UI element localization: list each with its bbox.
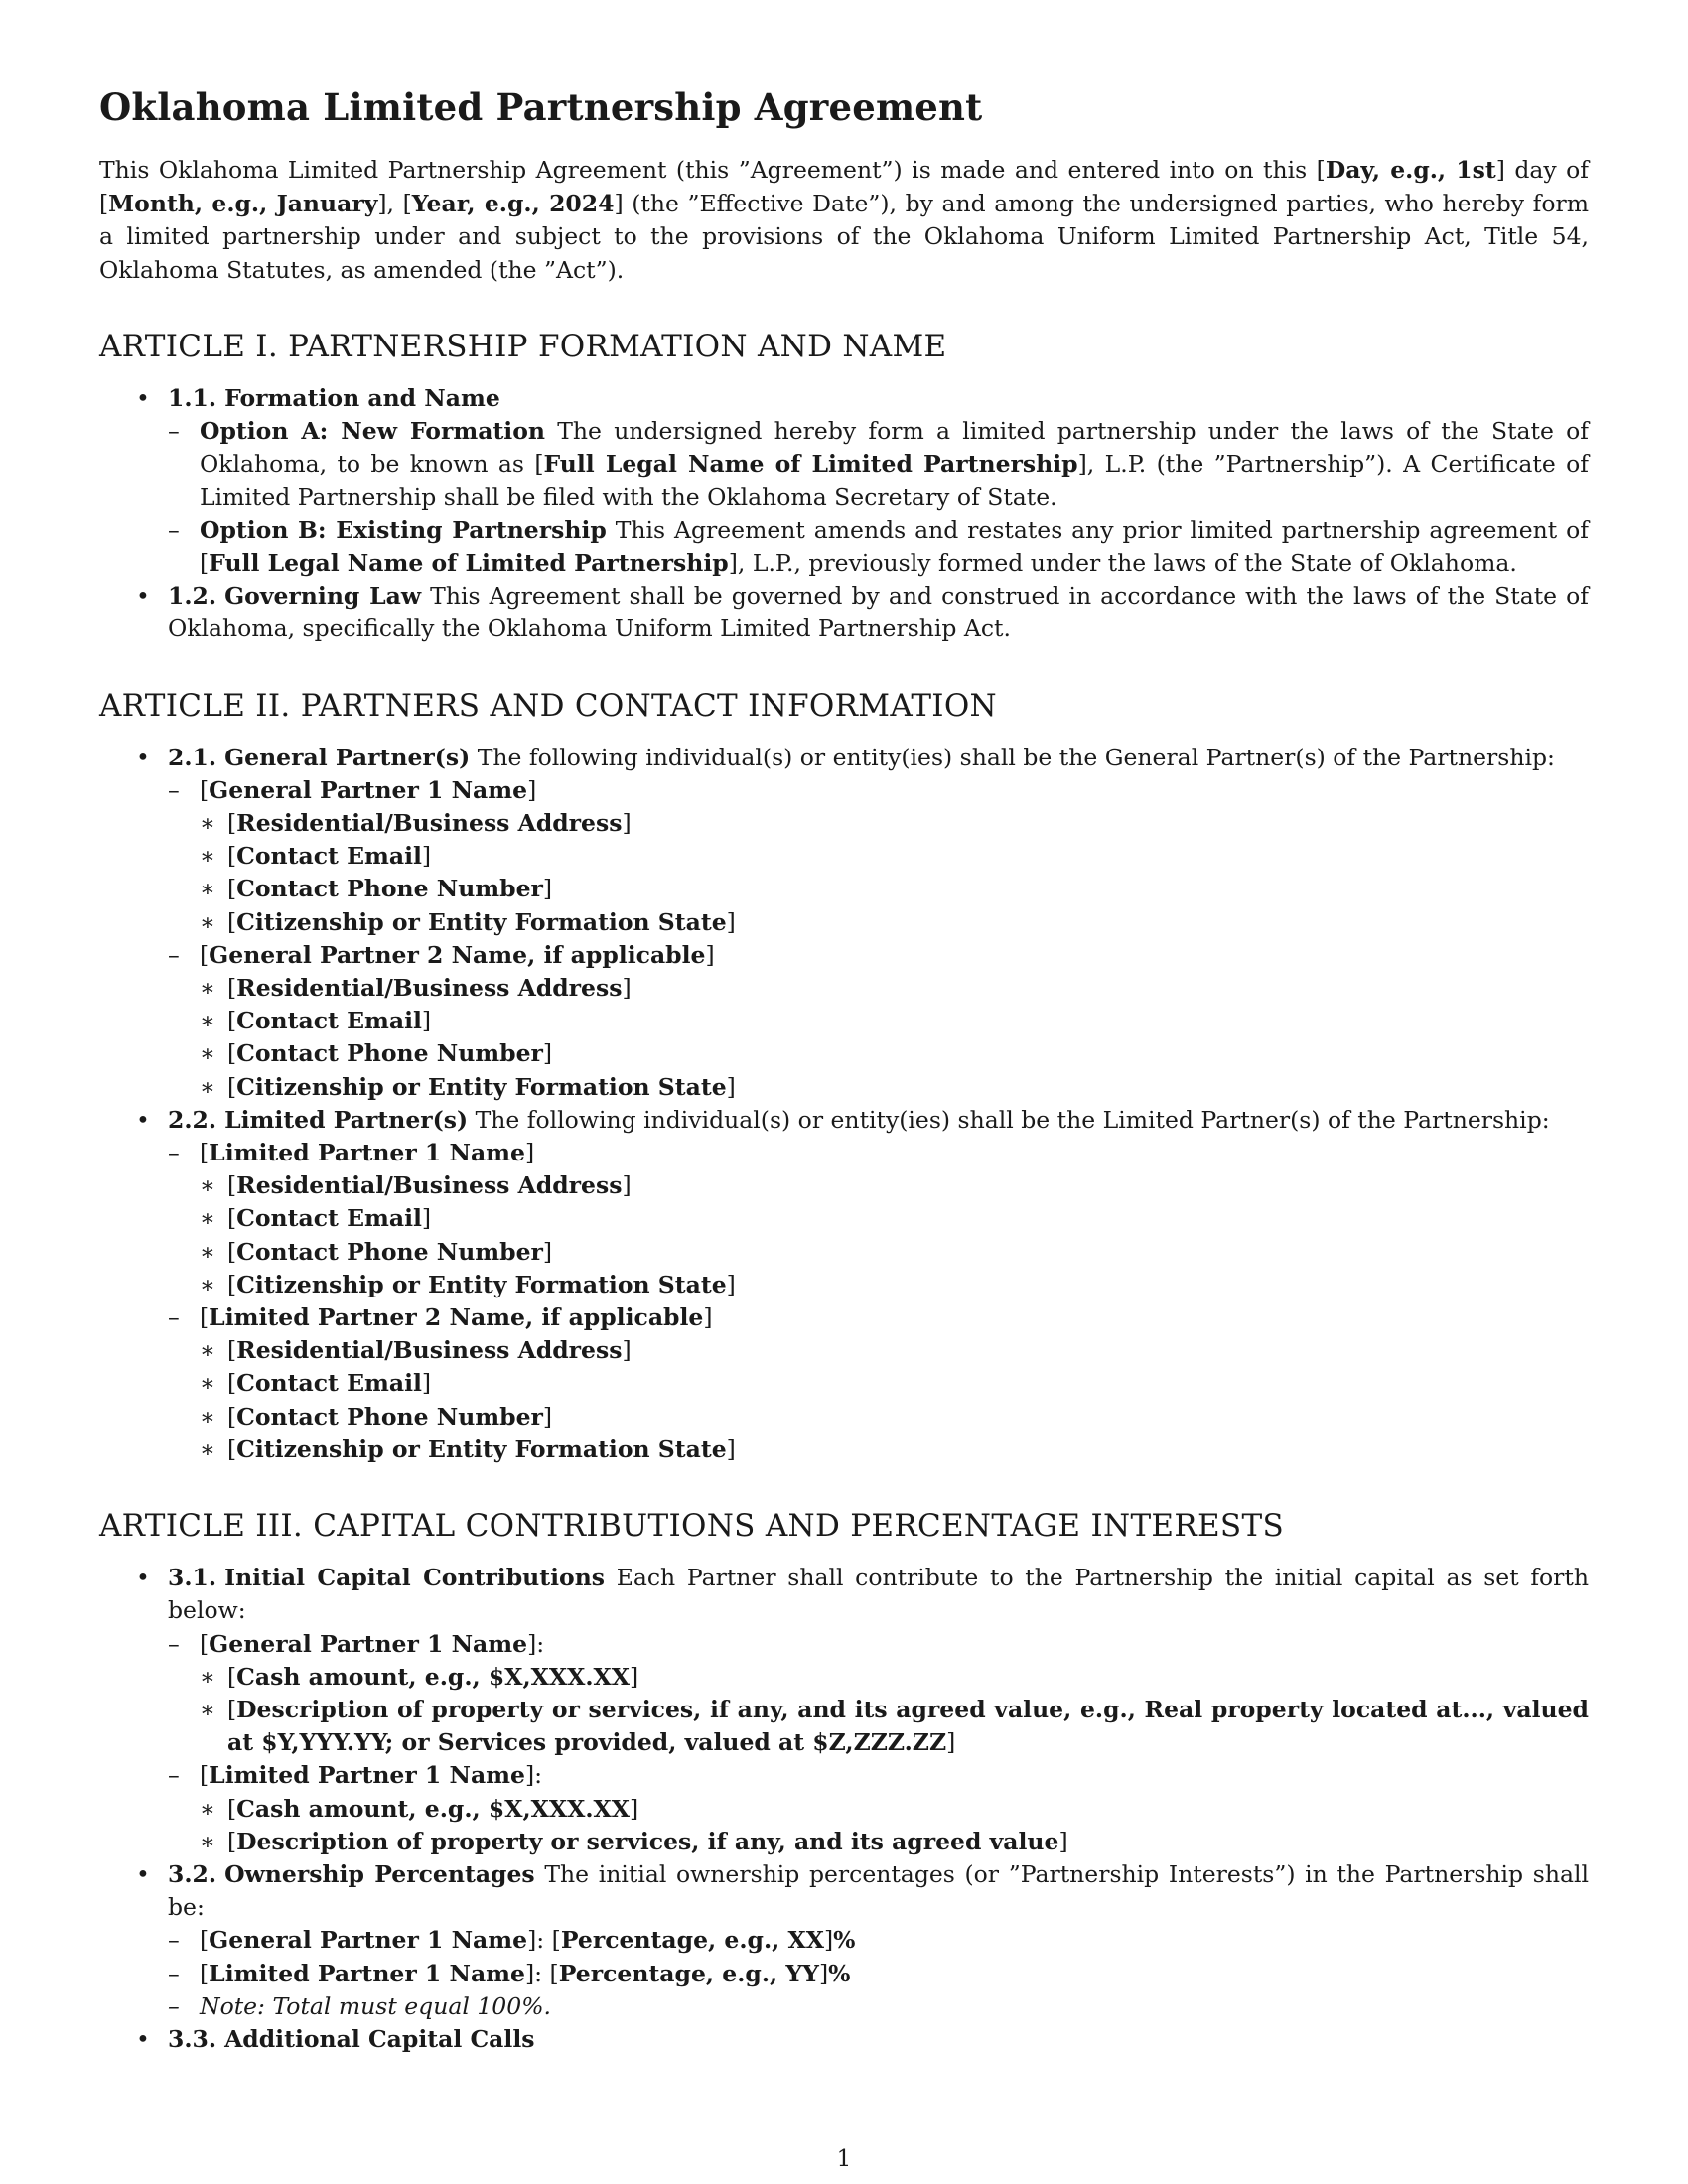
general-partner-1: – [General Partner 1 Name] ∗ [Residential/Business Address] ∗ [Contact Email] ∗ [Contact Phone Number] ∗ [Citizenship or Entity Formation State] — [168, 774, 1589, 939]
partner-name-placeholder: General Partner 2 Name, if applicable — [209, 940, 706, 969]
section-3-1 — [99, 1562, 1589, 1858]
phone-placeholder: Contact Phone Number — [236, 1402, 543, 1431]
section-3-2 — [99, 1858, 1589, 2023]
section-1-1 — [99, 382, 1589, 580]
limited-partner-2: – [Limited Partner 2 Name, if applicable] ∗ [Residential/Business Address] ∗ [Contact Email] ∗ [Contact Phone Number] ∗ [Citizenship or Entity Formation State] — [168, 1301, 1589, 1466]
list-item: ∗ [Contact Email] — [200, 840, 1589, 873]
section-text: The following individual(s) or entity(ies) shall be the General Partner(s) of the Partnership: — [470, 743, 1555, 771]
partner-name-placeholder: General Partner 1 Name — [209, 775, 528, 804]
phone-placeholder: Contact Phone Number — [236, 875, 543, 903]
list-item: ∗ [Citizenship or Entity Formation State] — [200, 1433, 1589, 1466]
section-title: Limited Partner(s) — [224, 1105, 469, 1134]
list-item: ∗ [Description of property or services, if any, and its agreed value, e.g., Real property located at..., valued at $Y,YYY.YY; or Services provided, valued at $Z,ZZZ.ZZ] — [200, 1694, 1589, 1759]
option-label: Option A: New Formation — [200, 417, 545, 446]
phone-placeholder: Contact Phone Number — [236, 1237, 543, 1266]
list-item: ∗ [Residential/Business Address] — [200, 972, 1589, 1005]
list-item: ∗ [Citizenship or Entity Formation State] — [200, 1269, 1589, 1301]
option-text: , L.P., previously formed under the laws of the State of Oklahoma. — [737, 549, 1517, 578]
section-title: Ownership Percentages — [224, 1859, 535, 1888]
general-partner-2: – [General Partner 2 Name, if applicable] ∗ [Residential/Business Address] ∗ [Contact Email] ∗ [Contact Phone Number] ∗ [Citizenship or Entity Formation State] — [168, 939, 1589, 1104]
section-title: Formation and Name — [224, 384, 500, 412]
list-item: ∗ [Residential/Business Address] — [200, 807, 1589, 840]
partnership-name-placeholder: Full Legal Name of Limited Partnership — [543, 450, 1078, 478]
partner-name-placeholder: General Partner 1 Name — [209, 1926, 528, 1955]
article-1-heading: ARTICLE I. PARTNERSHIP FORMATION AND NAME — [99, 329, 947, 364]
option-text: The undersigned hereby form a limited partnership under the laws of the State of Oklahoma, to be known as — [200, 417, 1589, 478]
section-text: This Agreement shall be governed by and construed in accordance with the laws of the State of Oklahoma, specifically the Oklahoma Uniform Limited Partnership Act. — [168, 582, 1589, 643]
section-title: General Partner(s) — [224, 743, 471, 771]
citizenship-placeholder: Citizenship or Entity Formation State — [236, 907, 727, 936]
email-placeholder: Contact Email — [236, 1369, 422, 1398]
email-placeholder: Contact Email — [236, 842, 422, 871]
email-placeholder: Contact Email — [236, 1204, 422, 1233]
partner-name-placeholder: Limited Partner 1 Name — [209, 1761, 525, 1790]
article-2-body — [99, 742, 1589, 1466]
year-placeholder: Year, e.g., 2024 — [411, 189, 615, 217]
citizenship-placeholder: Citizenship or Entity Formation State — [236, 1072, 727, 1101]
intro-text: , — [386, 189, 403, 217]
limited-partner-1-contribution: – [Limited Partner 1 Name]: ∗ [Cash amount, e.g., $X,XXX.XX] ∗ [Description of property or services, if any, and its agreed value] — [168, 1759, 1589, 1858]
section-2-2 — [99, 1104, 1589, 1466]
list-item: ∗ [Contact Phone Number] — [200, 1236, 1589, 1269]
intro-text: (the ”Effective Date”), by and among the undersigned parties, who hereby form a limited partnership under and subject to the provisions of the Oklahoma Uniform Limited Partnership Act, Title 54, Oklahoma Statutes, as amended (the ”Act”). — [99, 189, 1589, 284]
day-placeholder: Day, e.g., 1st — [1325, 156, 1496, 184]
option-label: Option B: Existing Partnership — [200, 515, 607, 544]
total-note: – Note: Total must equal 100%. — [168, 1990, 1589, 2023]
section-number: 3.2. — [168, 1859, 217, 1888]
limited-partner-1-percentage: – [Limited Partner 1 Name]: [Percentage, e.g., YY]% — [168, 1958, 1589, 1990]
list-item: ∗ [Cash amount, e.g., $X,XXX.XX] — [200, 1793, 1589, 1826]
section-number: 3.3. — [168, 2024, 217, 2053]
section-lead — [168, 1858, 1589, 1924]
percentage-placeholder: Percentage, e.g., XX — [560, 1926, 824, 1955]
option-text: This Agreement amends and restates any prior limited partnership agreement of — [606, 515, 1589, 544]
section-title: Initial Capital Contributions — [224, 1564, 606, 1592]
page-number: 1 — [836, 2146, 852, 2172]
month-placeholder: Month, e.g., January — [108, 189, 378, 217]
section-3-3 — [99, 2023, 1589, 2056]
address-placeholder: Residential/Business Address — [236, 1336, 623, 1365]
percentage-placeholder: Percentage, e.g., YY — [558, 1959, 819, 1987]
article-2-heading: ARTICLE II. PARTNERS AND CONTACT INFORMATION — [99, 687, 997, 724]
partner-name-placeholder: Limited Partner 2 Name, if applicable — [209, 1303, 704, 1332]
list-item: ∗ [Residential/Business Address] — [200, 1169, 1589, 1202]
document-title: Oklahoma Limited Partnership Agreement — [99, 85, 983, 129]
citizenship-placeholder: Citizenship or Entity Formation State — [236, 1434, 727, 1463]
cash-placeholder: Cash amount, e.g., $X,XXX.XX — [236, 1794, 630, 1823]
list-item: ∗ [Citizenship or Entity Formation State] — [200, 906, 1589, 939]
address-placeholder: Residential/Business Address — [236, 809, 623, 838]
section-2-1 — [99, 742, 1589, 1104]
section-lead — [168, 1562, 1589, 1627]
intro-text: day of — [1504, 156, 1589, 184]
section-text: Each Partner shall contribute to the Partnership the initial capital as set forth below: — [168, 1564, 1589, 1625]
phone-placeholder: Contact Phone Number — [236, 1039, 543, 1068]
property-placeholder: Description of property or services, if any, and its agreed value, e.g., Real property located at..., valued at $Y,YYY.YY; or Services provided, valued at $Z,ZZZ.ZZ — [227, 1695, 1589, 1757]
section-1-2 — [99, 580, 1589, 645]
section-title: Governing Law — [224, 582, 422, 611]
section-number: 2.1. — [168, 743, 217, 771]
list-item: ∗ [Contact Email] — [200, 1005, 1589, 1037]
intro-paragraph: This Oklahoma Limited Partnership Agreement (this ”Agreement”) is made and entered into on this [Day, e.g., 1st] day of [Month, e.g., January], [Year, e.g., 2024] (the ”Effective Date”), by and among the undersigned parties, who hereby form a limited partnership under and subject to the provisions of the Oklahoma Uniform Limited Partnership Act, Title 54, Oklahoma Statutes, as amended (the ”Act”). — [99, 156, 1589, 284]
article-3-heading: ARTICLE III. CAPITAL CONTRIBUTIONS AND PERCENTAGE INTERESTS — [99, 1508, 1284, 1545]
list-item: ∗ [Contact Email] — [200, 1202, 1589, 1235]
partner-name-placeholder: Limited Partner 1 Name — [209, 1139, 525, 1167]
address-placeholder: Residential/Business Address — [236, 974, 623, 1003]
address-placeholder: Residential/Business Address — [236, 1171, 623, 1200]
list-item: ∗ [Contact Phone Number] — [200, 873, 1589, 905]
option-text: , L.P. (the ”Partnership”). A Certificate of Limited Partnership shall be filed with the Oklahoma Secretary of State. — [200, 450, 1589, 511]
property-placeholder: Description of property or services, if any, and its agreed value — [236, 1827, 1059, 1855]
general-partner-1-contribution: – [General Partner 1 Name]: ∗ [Cash amount, e.g., $X,XXX.XX] ∗ [Description of property or services, if any, and its agreed value, e.g., Real property located at..., valued at $Y,YYY.YY; or Services provided, valued at $Z,ZZZ.ZZ] — [168, 1628, 1589, 1760]
citizenship-placeholder: Citizenship or Entity Formation State — [236, 1270, 727, 1298]
section-number: 1.1. — [168, 384, 217, 412]
partner-name-placeholder: Limited Partner 1 Name — [209, 1959, 525, 1987]
list-item: ∗ [Contact Email] — [200, 1367, 1589, 1400]
section-text: The following individual(s) or entity(ies) shall be the Limited Partner(s) of the Partnership: — [468, 1105, 1550, 1134]
partner-name-placeholder: General Partner 1 Name — [209, 1629, 528, 1658]
section-text: The initial ownership percentages (or ”Partnership Interests”) in the Partnership shall be: — [168, 1859, 1590, 1922]
option-b: – Option B: Existing Partnership This Agreement amends and restates any prior limited partnership agreement of [Full Legal Name of Limited Partnership], L.P., previously formed under the laws of the State of Oklahoma. — [168, 514, 1589, 580]
article-1-body — [99, 382, 1589, 646]
list-item: ∗ [Contact Phone Number] — [200, 1037, 1589, 1070]
list-item: ∗ [Citizenship or Entity Formation State] — [200, 1071, 1589, 1104]
document-page — [99, 85, 1589, 2056]
option-a: – Option A: New Formation The undersigned hereby form a limited partnership under the laws of the State of Oklahoma, to be known as [Full Legal Name of Limited Partnership], L.P. (the ”Partnership”). A Certificate of Limited Partnership shall be filed with the Oklahoma Secretary of State. — [168, 415, 1589, 514]
section-title: Additional Capital Calls — [224, 2024, 535, 2053]
list-item: ∗ [Cash amount, e.g., $X,XXX.XX] — [200, 1661, 1589, 1694]
cash-placeholder: Cash amount, e.g., $X,XXX.XX — [236, 1662, 630, 1691]
limited-partner-1: – [Limited Partner 1 Name] ∗ [Residential/Business Address] ∗ [Contact Email] ∗ [Contact Phone Number] ∗ [Citizenship or Entity Formation State] — [168, 1137, 1589, 1301]
article-3-body — [99, 1562, 1589, 2056]
list-item: ∗ [Contact Phone Number] — [200, 1401, 1589, 1433]
partnership-name-placeholder: Full Legal Name of Limited Partnership — [209, 549, 729, 578]
general-partner-1-percentage: – [General Partner 1 Name]: [Percentage, e.g., XX]% — [168, 1924, 1589, 1957]
list-item: ∗ [Description of property or services, if any, and its agreed value] — [200, 1826, 1589, 1858]
section-number: 2.2. — [168, 1105, 217, 1134]
email-placeholder: Contact Email — [236, 1007, 422, 1035]
intro-text: This Oklahoma Limited Partnership Agreement (this ”Agreement”) is made and entered into on this — [99, 156, 1317, 184]
section-number: 3.1. — [168, 1564, 217, 1592]
section-number: 1.2. — [168, 582, 217, 611]
list-item: ∗ [Residential/Business Address] — [200, 1334, 1589, 1367]
